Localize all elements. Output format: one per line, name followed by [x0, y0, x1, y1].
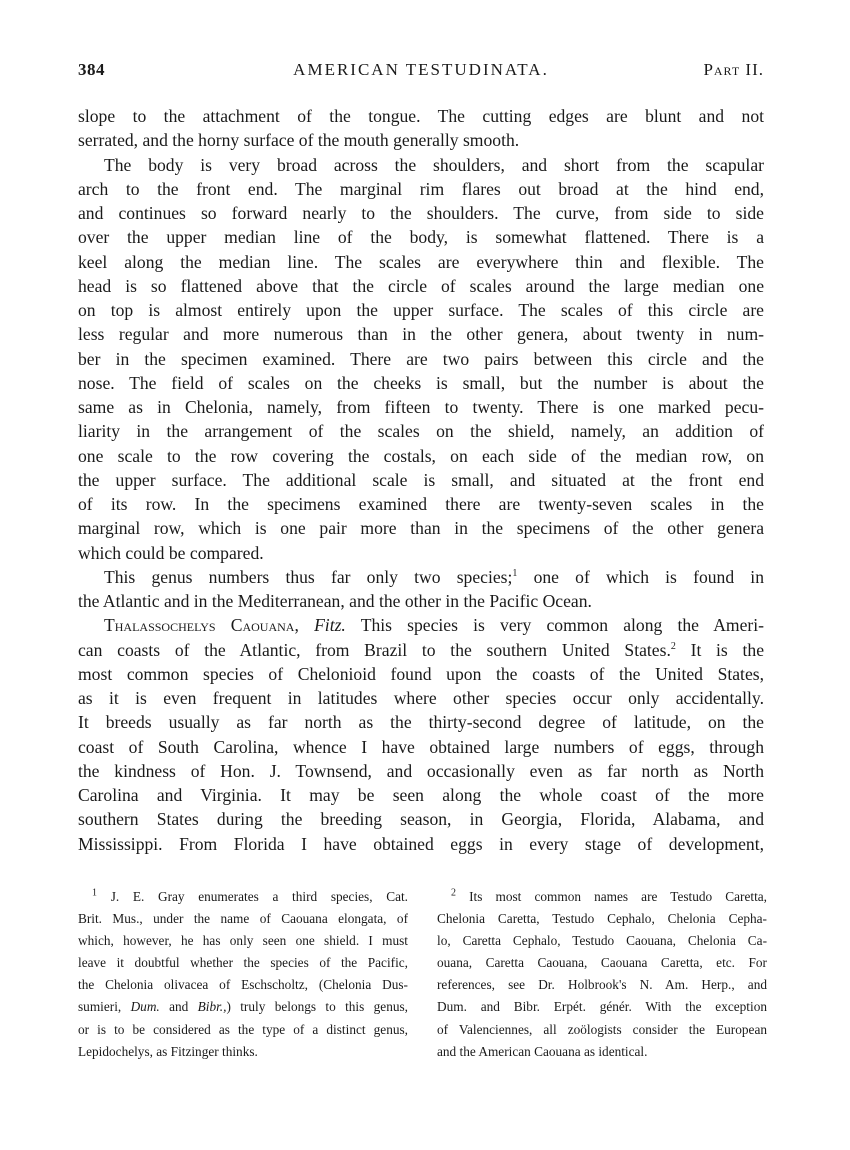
text-line: coast of South Carolina, whence I have obtained large numbers of eggs, through	[78, 736, 764, 757]
text-line: less regular and more numerous than in the other genera, about twenty in num-	[78, 324, 764, 345]
text-line: of its row. In the specimens examined there are twenty-seven scales in the	[78, 494, 764, 514]
text-line: Mississippi. From Florida I have obtained eggs in every stage of development,	[78, 833, 764, 854]
text-line: the upper surface. The additional scale is small, and situated at the front end	[78, 469, 764, 490]
footnote-text: sumieri,	[78, 999, 131, 1015]
footnote-mark: 1	[92, 887, 97, 899]
footnote-line: Brit. Mus., under the name of Caouana elongata, of	[78, 911, 408, 927]
footnote-2	[437, 886, 767, 1063]
footnote-line: lo, Caretta Cephalo, Testudo Caouana, Chelonia Ca-	[437, 933, 767, 949]
footnote-text: ) truly belongs to this genus,	[226, 999, 408, 1015]
footnote-1	[78, 886, 408, 1063]
footnote-line: Chelonia Caretta, Testudo Cephalo, Chelonia Cepha-	[437, 911, 767, 927]
text-line: on top is almost entirely upon the upper surface. The scales of this circle are	[78, 300, 764, 320]
footnote-line: ouana, Caretta Caouana, Caouana Caretta, etc. For	[437, 955, 767, 971]
footnote-mark: 2	[451, 887, 456, 899]
text-line: head is so flattened above that the circle of scales around the large median one	[78, 275, 764, 296]
text-line: over the upper median line of the body, is somewhat flattened. There is a	[78, 227, 764, 248]
text-line: arch to the front end. The marginal rim flares out broad at the hind end,	[78, 178, 764, 199]
text-line: liarity in the arrangement of the scales on the shield, namely, an addition of	[78, 421, 764, 442]
running-header	[78, 60, 764, 86]
text-line: ber in the specimen examined. There are two pairs between this circle and the	[78, 348, 764, 369]
footnote-line: and the American Caouana as identical.	[437, 1043, 648, 1059]
text-line: and continues so forward nearly to the shoulders. The curve, from side to side	[78, 203, 764, 223]
text-line: the kindness of Hon. J. Townsend, and occasionally even as far north as North	[78, 760, 764, 781]
page-number: 384	[78, 60, 105, 79]
footnote-line: the Chelonia olivacea of Eschscholtz, (Chelonia Dus-	[78, 977, 408, 993]
footnote-line: which, however, he has only seen one shield. I must	[78, 933, 408, 949]
text-line: marginal row, which is one pair more than in the specimens of the other genera	[78, 518, 764, 539]
text-line: It breeds usually as far north as the thirty-second degree of latitude, on the	[78, 712, 764, 733]
part-label: Part II.	[703, 60, 764, 79]
footnote-line: leave it doubtful whether the species of the Pacific,	[78, 955, 408, 971]
text-line: same as in Chelonia, namely, from fifteen to twenty. There is one marked pecu-	[78, 397, 764, 417]
text-line: southern States during the breeding season, in Georgia, Florida, Alabama, and	[78, 809, 764, 830]
footnote-text: Its most common names are Testudo Caretta,	[469, 889, 767, 904]
text-line	[78, 613, 764, 637]
footnote-line: or is to be considered as the type of a distinct genus,	[78, 1021, 408, 1037]
text-line: most common species of Chelonioid found upon the coasts of the United States,	[78, 663, 764, 684]
genus-sentence: This genus numbers thus far only two species;	[104, 566, 513, 587]
text-line: one scale to the row covering the costals, on each side of the median row, on	[78, 445, 764, 466]
text-line	[78, 638, 764, 662]
text-line-rest: It is the	[675, 639, 764, 660]
text-line-rest: one of which is found in	[533, 566, 764, 587]
footnote-text: and	[159, 999, 198, 1015]
text-line: keel along the median line. The scales are everywhere thin and flexible. The	[78, 251, 764, 272]
footnote-ref-1[interactable]: 1	[512, 567, 518, 579]
text-line: the Atlantic and in the Mediterranean, and the other in the Pacific Ocean.	[78, 591, 592, 611]
species-author: Fitz.	[314, 615, 346, 636]
text-line: slope to the attachment of the tongue. The cutting edges are blunt and not	[78, 106, 764, 126]
footnote-line: references, see Dr. Holbrook's N. Am. Herp., and	[437, 977, 767, 993]
footnote-line	[437, 886, 767, 908]
footnote-line: Dum. and Bibr. Erpét. génér. With the exception	[437, 999, 767, 1015]
text-line: The body is very broad across the shoulders, and short from the scapular	[104, 154, 764, 175]
text-line: as it is even frequent in latitudes where other species occur only accidentally.	[78, 688, 764, 708]
footnote-line: Lepidochelys, as Fitzinger thinks.	[78, 1043, 258, 1059]
footnote-line: of Valenciennes, all zoölogists consider the European	[437, 1021, 767, 1037]
text-line-rest: This species is very common along the Ameri-	[360, 615, 764, 636]
text-line: serrated, and the horny surface of the mouth generally smooth.	[78, 130, 520, 151]
footnote-ref-2[interactable]: 2	[670, 640, 676, 652]
footnote-text: J. E. Gray enumerates a third species, Cat.	[110, 889, 408, 904]
text-line: which could be compared.	[78, 542, 264, 563]
text-line-start: can coasts of the Atlantic, from Brazil to the southern United States.	[78, 639, 671, 660]
text-line: Carolina and Virginia. It may be seen along the whole coast of the more	[78, 785, 764, 805]
author-abbrev: Bibr.,	[197, 999, 227, 1015]
species-name: Thalassochelys Caouana,	[104, 615, 299, 636]
text-line	[78, 565, 764, 589]
footnote-line	[78, 886, 408, 908]
body-text	[78, 104, 764, 856]
text-line: nose. The field of scales on the cheeks is small, but the number is about the	[78, 372, 764, 393]
running-title: AMERICAN TESTUDINATA.	[293, 60, 549, 79]
footnote-line	[78, 996, 408, 1018]
author-abbrev: Dum.	[130, 999, 160, 1015]
